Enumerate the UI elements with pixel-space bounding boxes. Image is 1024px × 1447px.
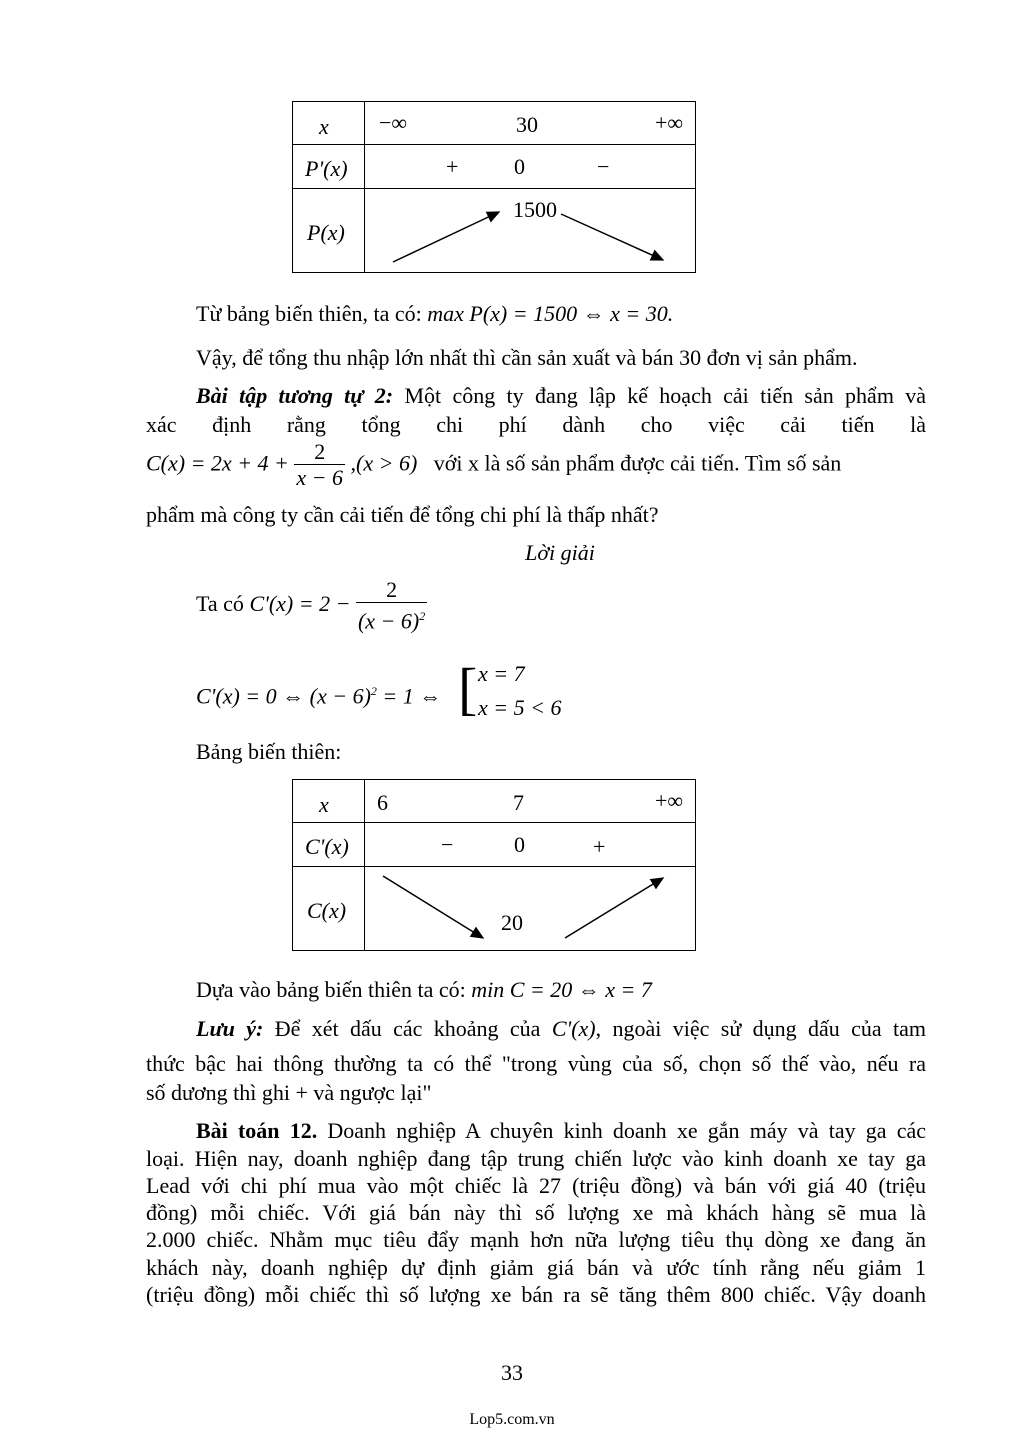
table1-sign-zero: 0 xyxy=(514,154,525,179)
note-line-3: số dương thì ghi + và ngược lại" xyxy=(146,1080,432,1105)
derivative-den-exp: 2 xyxy=(419,609,426,623)
exercise-2-fraction-den: x − 6 xyxy=(296,465,344,490)
exercise-2-heading: Bài tập tương tự 2: xyxy=(196,383,394,408)
conclusion-2-formula: min C = 20 ⇔ x = 7 xyxy=(471,977,652,1002)
table2-min-value: 20 xyxy=(501,910,523,935)
table1-arrow-up xyxy=(393,212,499,262)
derivative-fraction-num: 2 xyxy=(386,577,398,602)
table2-sign-right: + xyxy=(593,834,606,859)
page-number: 33 xyxy=(501,1360,523,1385)
table2-arrow-up xyxy=(565,878,663,938)
table1-x-critical: 30 xyxy=(516,112,538,137)
exercise-2-fraction-num: 2 xyxy=(314,439,326,464)
table2-x-critical: 7 xyxy=(513,790,524,815)
table2-x-start: 6 xyxy=(377,790,388,815)
note-line-1 xyxy=(196,1015,926,1043)
table1-arrows xyxy=(293,188,697,274)
table2-arrows xyxy=(293,866,697,952)
table1-sign-left: + xyxy=(446,154,459,179)
table2-label-x: x xyxy=(319,792,329,817)
table1-max-value: 1500 xyxy=(513,197,557,222)
variation-table-2 xyxy=(292,779,696,951)
table1-label-derivative: P'(x) xyxy=(305,156,348,181)
table2-arrow-down xyxy=(383,876,483,938)
solution-title: Lời giải xyxy=(525,540,595,565)
derivative-lead: Ta có xyxy=(196,591,244,617)
critical-eq xyxy=(196,677,441,710)
conclusion-2-lead: Dựa vào bảng biến thiên ta có: xyxy=(196,977,466,1002)
problem-12-line-6: khách này, doanh nghiệp dự định giảm giá bán và ước tính rằng nếu giảm 1 xyxy=(146,1255,926,1280)
exercise-2-formula-line xyxy=(146,440,926,500)
exercise-2-formula-lhs: C(x) = 2x + 4 + xyxy=(146,450,289,476)
problem-12-line-1 xyxy=(196,1117,926,1145)
exercise-2-line-2: xác định rằng tổng chi phí dành cho việc cải tiến là xyxy=(146,412,926,437)
derivative-fraction xyxy=(356,578,427,634)
derivative-line xyxy=(196,578,926,642)
table2-x-end: +∞ xyxy=(655,788,684,813)
conclusion-1 xyxy=(196,300,926,328)
note-text-1b: C'(x) xyxy=(551,1016,596,1041)
note-heading: Lưu ý: xyxy=(196,1016,264,1041)
watermark: Lop5.com.vn xyxy=(469,1411,555,1428)
table1-sign-right: − xyxy=(597,154,610,179)
table1-label-x: x xyxy=(319,114,329,139)
note-text-1a: Để xét dấu các khoảng của xyxy=(274,1016,541,1041)
table1-label-function: P(x) xyxy=(307,220,345,245)
note-text-1c: , ngoài việc sử dụng dấu của tam xyxy=(595,1016,926,1041)
variation-table-1 xyxy=(292,101,696,273)
table1-x-end: +∞ xyxy=(655,110,684,135)
table2-label-function: C(x) xyxy=(307,898,347,923)
critical-point-line xyxy=(196,656,926,722)
table2-sign-zero: 0 xyxy=(514,832,525,857)
derivative-fraction-den xyxy=(356,602,427,634)
critical-eq-mid: = 1 ⇔ xyxy=(382,683,442,709)
exercise-2-line-4: phẩm mà công ty cần cải tiến để tổng chi phí là thấp nhất? xyxy=(146,502,659,527)
exercise-2-text-1: Một công ty đang lập kế hoạch cải tiến sản phẩm và xyxy=(404,383,926,408)
problem-12-line-2: loại. Hiện nay, doanh nghiệp đang tập trung chiến lược vào kinh doanh xe tay ga xyxy=(146,1146,926,1171)
table-intro: Bảng biến thiên: xyxy=(196,739,342,764)
problem-12-text-1: Doanh nghiệp A chuyên kinh doanh xe gắn máy và tay ga các xyxy=(327,1118,926,1143)
derivative-lhs: C'(x) = 2 − xyxy=(249,591,351,617)
exercise-2-fraction xyxy=(294,440,345,491)
conclusion-1-formula: max P(x) = 1500 ⇔ x = 30. xyxy=(427,301,674,326)
problem-12-line-5: 2.000 chiếc. Nhằm mục tiêu đẩy mạnh hơn nữa lượng tiêu thụ dòng xe đang ăn xyxy=(146,1227,926,1252)
critical-eq-lhs: C'(x) = 0 ⇔ (x − 6) xyxy=(196,683,371,709)
problem-12-line-7: (triệu đồng) mỗi chiếc thì số lượng xe bán ra sẽ tăng thêm 800 chiếc. Vậy doanh xyxy=(146,1282,926,1307)
critical-case-1: x = 7 xyxy=(478,661,525,686)
exercise-2-line-1 xyxy=(196,382,926,410)
table2-sign-left: − xyxy=(441,832,454,857)
conclusion-2 xyxy=(196,976,926,1004)
problem-12-heading: Bài toán 12. xyxy=(196,1118,318,1143)
exercise-2-text-3: với x là số sản phẩm được cải tiến. Tìm số sản xyxy=(433,450,842,476)
case-bracket: [ xyxy=(458,656,478,721)
problem-12-line-4: đồng) mỗi chiếc. Với giá bán này thì số lượng xe mà khách hàng sẽ mua là xyxy=(146,1200,926,1225)
table1-arrow-down xyxy=(561,214,663,260)
problem-12-line-3: Lead với chi phí mua vào một chiếc là 27 (triệu đồng) và bán với giá 40 (triệu xyxy=(146,1173,926,1198)
table2-label-derivative: C'(x) xyxy=(305,834,349,859)
critical-eq-exp: 2 xyxy=(370,684,377,698)
critical-case-2: x = 5 < 6 xyxy=(478,695,562,720)
answer-1: Vậy, để tổng thu nhập lớn nhất thì cần sản xuất và bán 30 đơn vị sản phẩm. xyxy=(196,345,858,370)
exercise-2-condition: ,(x > 6) xyxy=(350,450,418,476)
derivative-den-base: (x − 6) xyxy=(357,608,420,634)
note-line-2: thức bậc hai thông thường ta có thể "trong vùng của số, chọn số thế vào, nếu ra xyxy=(146,1051,926,1076)
table1-x-start: −∞ xyxy=(379,110,408,135)
conclusion-1-lead: Từ bảng biến thiên, ta có: xyxy=(196,301,422,326)
